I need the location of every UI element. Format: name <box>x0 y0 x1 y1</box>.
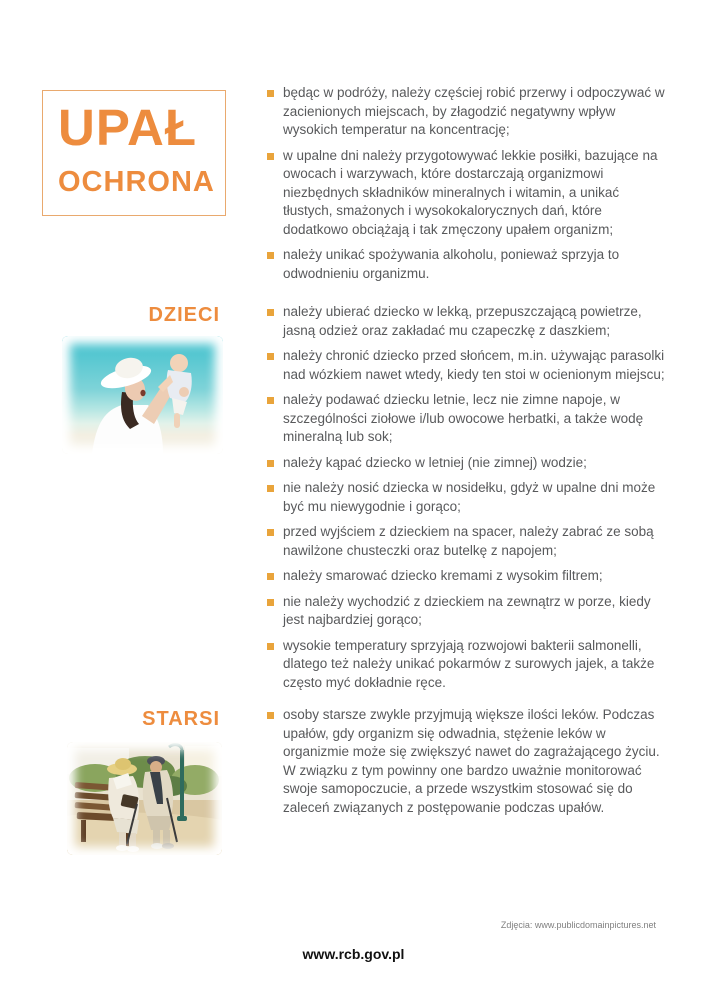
elderly-couple-on-park-bench-illustration <box>67 742 222 855</box>
section-header-dzieci: DZIECI <box>148 304 220 326</box>
square-bullet-icon <box>267 460 274 467</box>
elderly-photo <box>67 742 222 855</box>
list-item-text: będąc w podróży, należy częściej robić przerwy i odpoczywać w zacienionych miejscach, by złagodzić negatywny wpływ wysokich temperatur na koncentrację; <box>283 85 665 137</box>
list-item-text: należy kąpać dziecko w letniej (nie zimnej) wodzie; <box>283 454 587 470</box>
list-item-text: przed wyjściem z dzieckiem na spacer, należy zabrać ze sobą nawilżone chusteczki oraz butelkę z napojem; <box>283 524 654 558</box>
list-item-text: należy ubierać dziecko w lekką, przepuszczającą powietrze, jasną odzież oraz zakładać mu czapeczkę z daszkiem; <box>283 304 642 338</box>
list-item-text: należy unikać spożywania alkoholu, ponieważ sprzyja to odwodnieniu organizmu. <box>283 247 620 281</box>
list-item <box>267 637 665 693</box>
list-item-text: wysokie temperatury sprzyjają rozwojowi bakterii salmonelli, dlatego też należy unikać pokarmów z surowych jajek, a także często myć dokładnie ręce. <box>283 637 655 690</box>
square-bullet-icon <box>267 485 274 492</box>
list-item-text: nie należy wychodzić z dzieckiem na zewnątrz w porze, kiedy jest najbardziej gorąco; <box>283 593 651 627</box>
list-item <box>267 593 665 630</box>
list-item-text: należy smarować dziecko kremami z wysokim filtrem; <box>283 568 603 583</box>
square-bullet-icon <box>267 643 274 650</box>
square-bullet-icon <box>267 397 274 404</box>
square-bullet-icon <box>267 573 274 580</box>
list-item <box>267 567 665 586</box>
list-item-text: w upalne dni należy przygotowywać lekkie posiłki, bazujące na owocach i warzywach, które dostarczają organizmowi niezbędnych składników mineralnych i witamin, a unikać tłustych, smażonych i wysokokalorycznych dań, które dodatkowo obciążają i tak zmęczony upałem organizm; <box>283 147 658 237</box>
general-tips-list <box>267 84 665 290</box>
list-item <box>267 84 665 140</box>
square-bullet-icon <box>267 529 274 536</box>
elderly-tips-list <box>267 706 665 824</box>
list-item <box>267 454 665 473</box>
list-item-text: nie należy nosić dziecka w nosidełku, gdyż w upalne dni może być mu niewygodnie i gorąco; <box>283 480 656 514</box>
square-bullet-icon <box>267 712 274 719</box>
poster-subtitle: OCHRONA <box>58 166 215 199</box>
list-item <box>267 523 665 560</box>
title-box <box>42 90 226 216</box>
photo-credits: Zdjęcia: www.publicdomainpictures.net <box>500 920 656 930</box>
square-bullet-icon <box>267 353 274 360</box>
list-item <box>267 391 665 447</box>
children-photo <box>62 336 223 454</box>
mother-holding-baby-at-beach-illustration <box>62 336 223 454</box>
list-item-text: należy chronić dziecko przed słońcem, m.in. używając parasolki nad wózkiem nawet wtedy, kiedy ten stoi w ocienionym miejscu; <box>283 348 665 382</box>
list-item-text: należy podawać dziecku letnie, lecz nie zimne napoje, w szczególności ziołowe i/lub owocowe herbatki, a także wodę mineralną lub sok; <box>283 392 644 444</box>
list-item <box>267 347 665 384</box>
poster-title: UPAŁ <box>58 99 198 156</box>
square-bullet-icon <box>267 599 274 606</box>
list-item <box>267 706 665 817</box>
list-item <box>267 147 665 240</box>
square-bullet-icon <box>267 309 274 316</box>
children-tips-list <box>267 303 665 699</box>
list-item <box>267 303 665 340</box>
list-item <box>267 479 665 516</box>
list-item-text: osoby starsze zwykle przyjmują większe ilości leków. Podczas upałów, gdy organizm się odwadnia, stężenie leków w organizmie może się zwiększyć nawet do zagrażającego życiu. W związku z tym powinny one bardzo uważnie monitorować swoje samopoczucie, a przede wszystkim stosować się do zaleceń związanych z postępowanie podczas upałów. <box>283 707 660 815</box>
square-bullet-icon <box>267 153 274 160</box>
section-header-starsi: STARSI <box>142 708 220 730</box>
list-item <box>267 246 665 283</box>
square-bullet-icon <box>267 252 274 259</box>
footer-website: www.rcb.gov.pl <box>302 946 405 962</box>
square-bullet-icon <box>267 90 274 97</box>
